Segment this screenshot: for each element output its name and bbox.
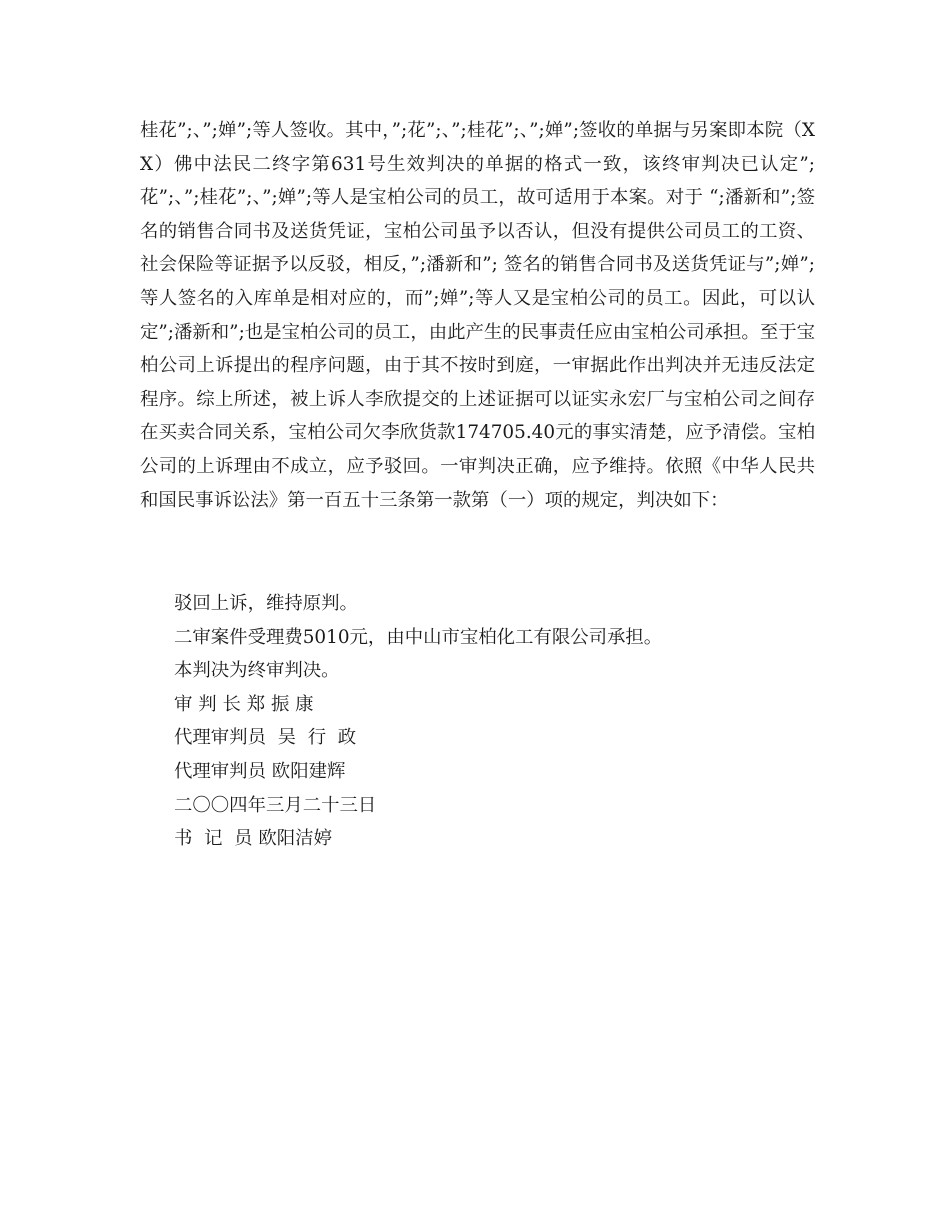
acting-judge-signature: 代理审判员 吴 行 政 [174,727,357,749]
judgment-reasoning-paragraph: 桂花”;、”;婵”;等人签收。其中，”;花”;、”;桂花”;、”;婵”;签收的单据与另案即本院（XX）佛中法民二终字第631号生效判决的单据的格式一致，该终审判决已认定”;花”;、”;桂花”;、”;婵”;等人是宝柏公司的员工，故可适用于本案。对于 “;潘新和”;签名的销售合同书及送货凭证，宝柏公司虽予以否认，但没有提供公司员工的工资、社会保险等证据予以反驳，相反，”;潘新和”; 签名的销售合同书及送货凭证与”;婵”;等人签名的入库单是相对应的，而”;婵”;等人又是宝柏公司的员工。因此，可以认定”;潘新和”;也是宝柏公司的员工，由此产生的民事责任应由宝柏公司承担。至于宝柏公司上诉提出的程序问题，由于其不按时到庭，一审据此作出判决并无违反法定程序。综上所述，被上诉人李欣提交的上述证据可以证实永宏厂与宝柏公司之间存在买卖合同关系，宝柏公司欠李欣货款174705.40元的事实清楚，应予清偿。宝柏公司的上诉理由不成立，应予驳回。一审判决正确，应予维持。依照《中华人民共和国民事诉讼法》第一百五十三条第一款第（一）项的规定，判决如下： [140,120,815,511]
judgment-conclusion-block [174,587,814,856]
acting-judge-signature: 代理审判员 欧阳建辉 [174,760,346,782]
clerk-signature: 书 记 员 欧阳洁婷 [174,828,332,850]
presiding-judge-signature: 审 判 长 郑 振 康 [174,693,314,715]
court-fee-line: 二审案件受理费5010元，由中山市宝柏化工有限公司承担。 [174,626,663,648]
judgment-date: 二〇〇四年三月二十三日 [174,794,377,816]
ruling-line: 驳回上诉，维持原判。 [174,593,358,614]
final-judgment-line: 本判决为终审判决。 [174,660,340,682]
